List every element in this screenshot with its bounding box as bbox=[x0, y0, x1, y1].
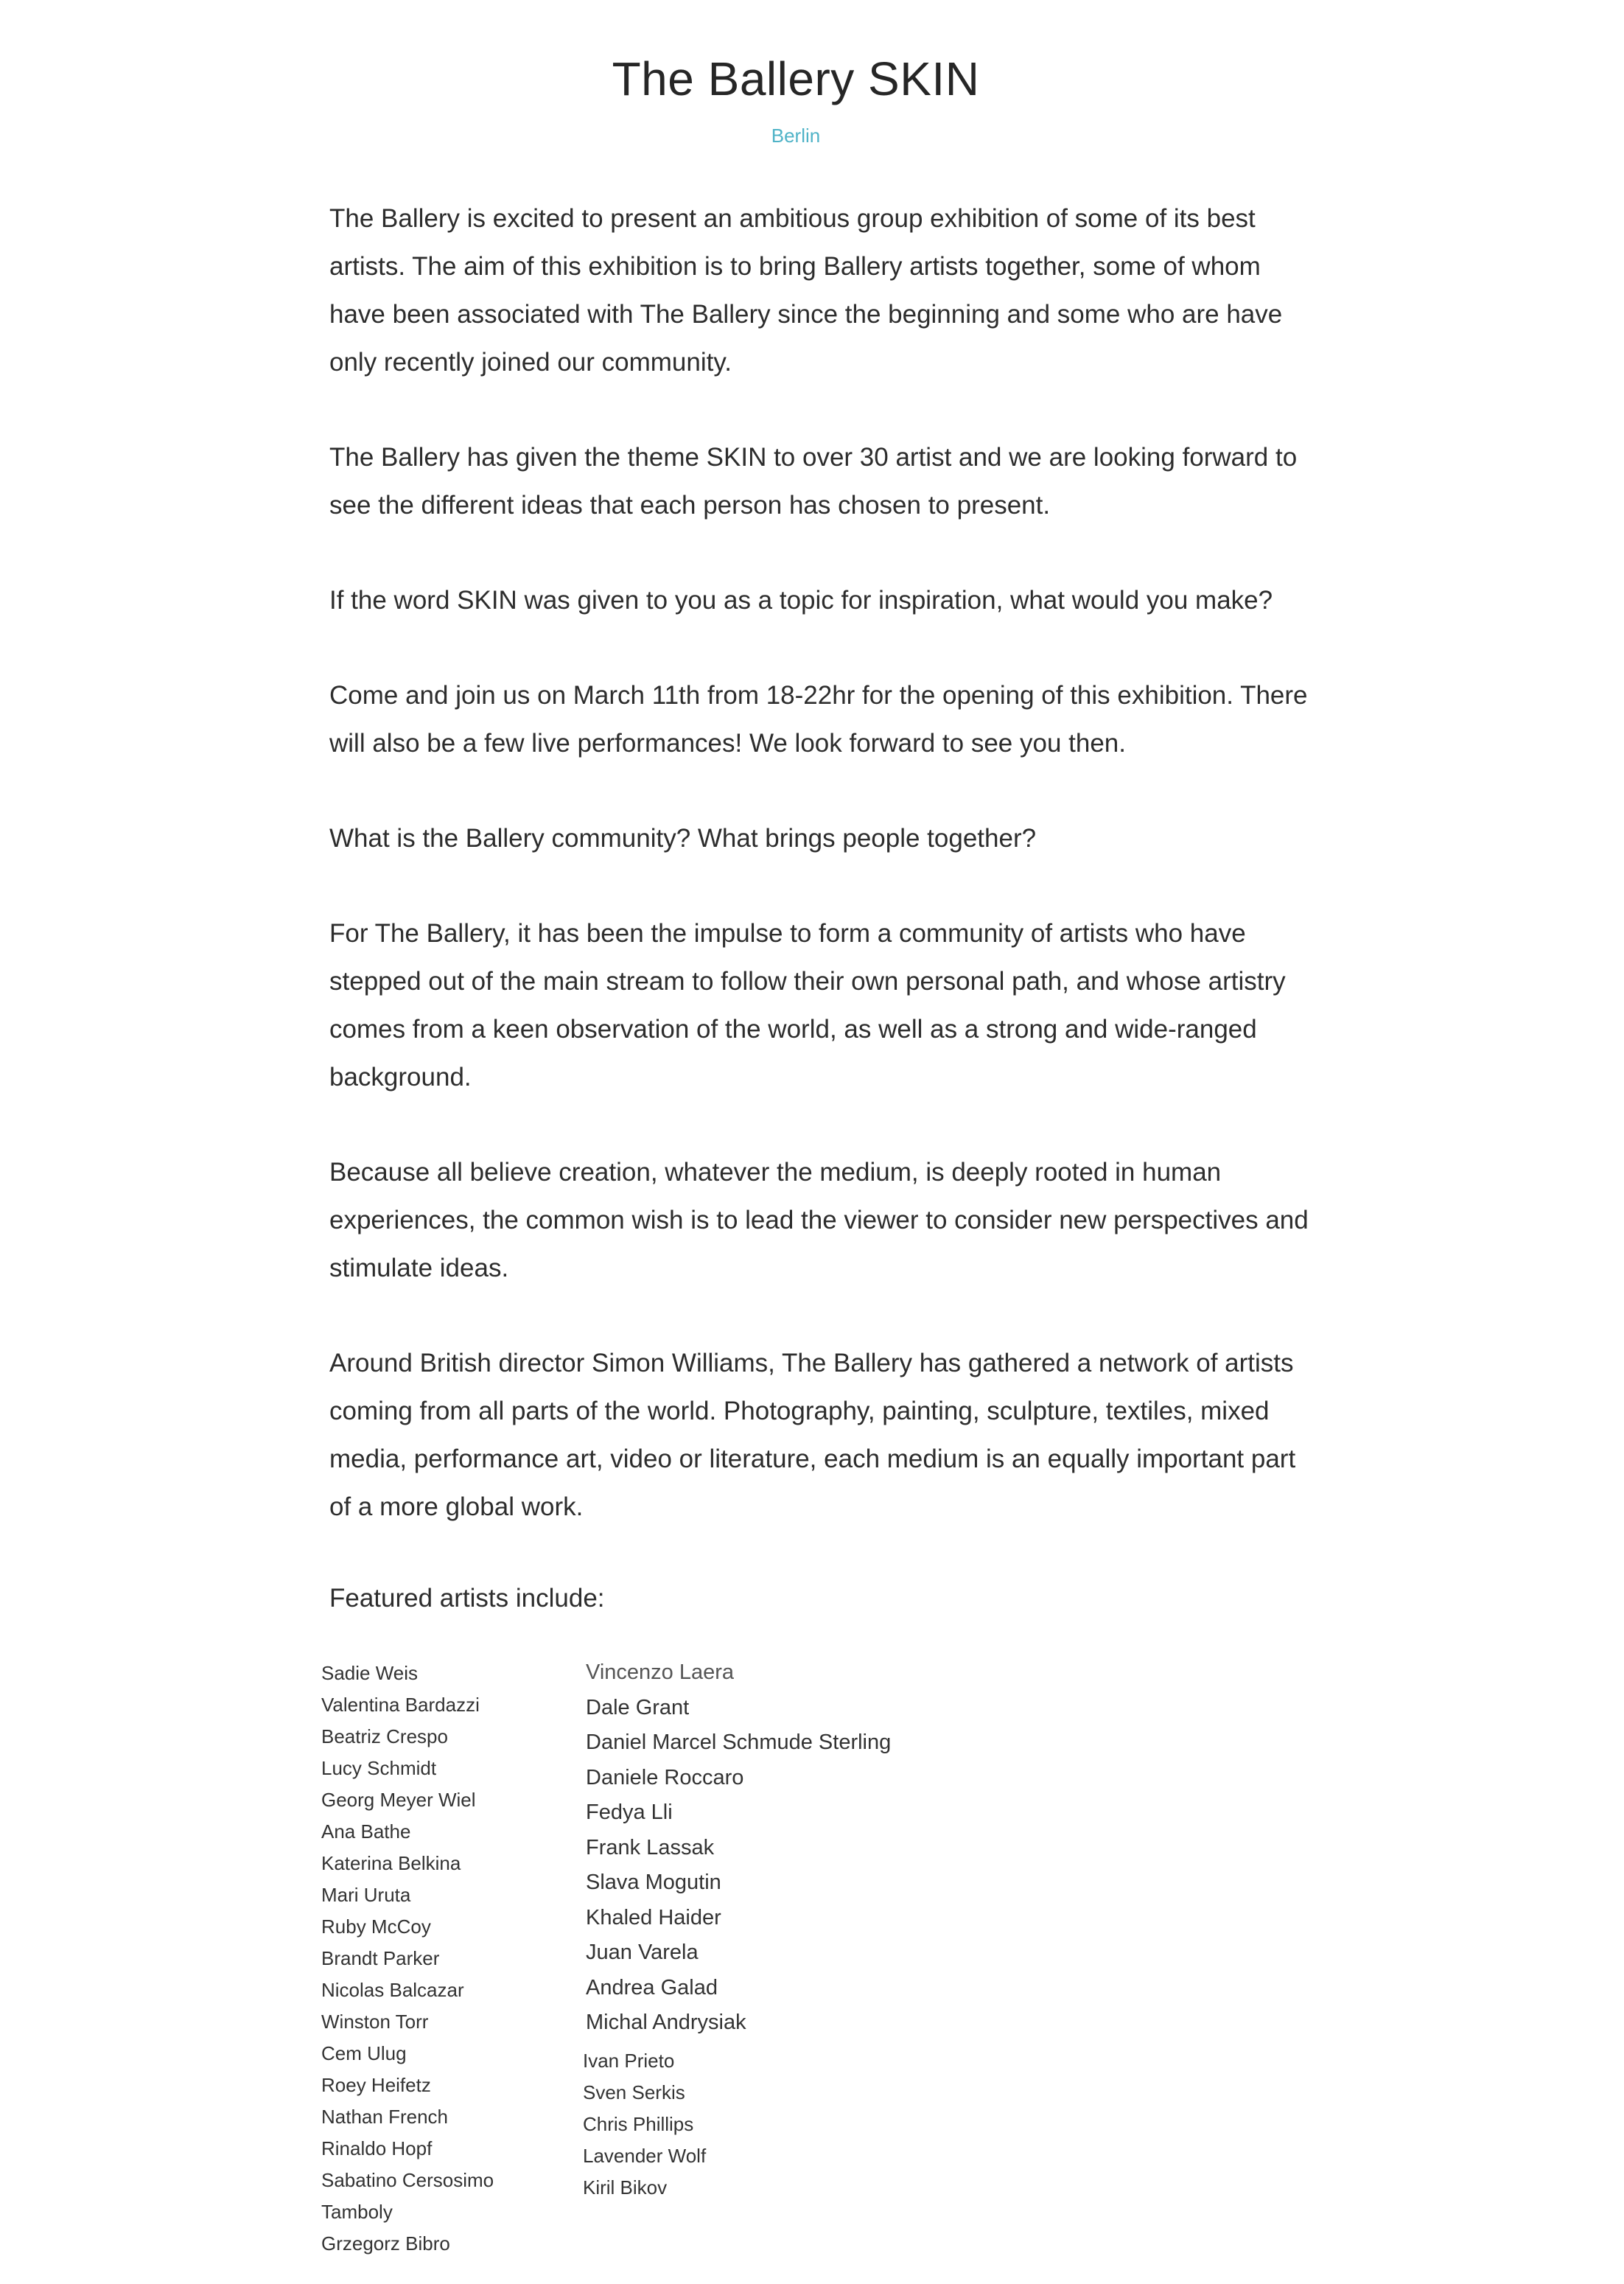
artist-name: Cem Ulug bbox=[321, 2042, 407, 2064]
artist-name: Brandt Parker bbox=[321, 1947, 440, 1969]
artist-name: Kiril Bikov bbox=[583, 2176, 668, 2199]
artist-name: Grzegorz Bibro bbox=[321, 2232, 450, 2255]
artist-name: Chris Phillips bbox=[583, 2113, 694, 2135]
paragraph-community: For The Ballery, it has been the impulse to form a community of artists who have stepped out of the main stream to follow their own personal path, and whose artistry comes from a keen observation of the world, as well as a strong and wide-ranged background. bbox=[329, 919, 1286, 1092]
artist-name: Georg Meyer Wiel bbox=[321, 1789, 476, 1811]
artist-name: Lavender Wolf bbox=[583, 2145, 707, 2167]
artist-name: Fedya Lli bbox=[586, 1801, 673, 1824]
artist-name: Dale Grant bbox=[586, 1695, 690, 1719]
artist-list-right-upper bbox=[586, 1655, 891, 2041]
paragraph-question: If the word SKIN was given to you as a topic for inspiration, what would you make? bbox=[329, 586, 1273, 615]
artist-name: Vincenzo Laera bbox=[586, 1660, 735, 1684]
artist-list-right-lower bbox=[583, 2045, 706, 2204]
artist-name: Sven Serkis bbox=[583, 2081, 685, 2103]
artist-name: Michal Andrysiak bbox=[586, 2011, 746, 2034]
artist-name: Katerina Belkina bbox=[321, 1852, 461, 1874]
artist-name: Frank Lassak bbox=[586, 1835, 715, 1859]
artist-name: Nathan French bbox=[321, 2106, 448, 2128]
artist-name: Winston Torr bbox=[321, 2011, 429, 2033]
artist-name: Daniel Marcel Schmude Sterling bbox=[586, 1731, 892, 1754]
page-title: The Ballery SKIN bbox=[612, 52, 980, 105]
paragraph-network: Around British director Simon Williams, The Ballery has gathered a network of artists coming from all parts of the world. Photography, painting, sculpture, textiles, mixed media, performance art, video or literature, each medium is an equally important part of a more global work. bbox=[329, 1349, 1296, 1521]
paragraph-intro: The Ballery is excited to present an ambitious group exhibition of some of its best artists. The aim of this exhibition is to bring Ballery artists together, some of whom have been associated with The Ballery since the beginning and some who are have only recently joined our community. bbox=[329, 204, 1283, 377]
paragraph-theme: The Ballery has given the theme SKIN to over 30 artist and we are looking forward to see the different ideas that each person has chosen to present. bbox=[329, 443, 1298, 520]
artist-name: Ana Bathe bbox=[321, 1820, 411, 1843]
artist-name: Rinaldo Hopf bbox=[321, 2137, 433, 2159]
paragraph-community-question: What is the Ballery community? What brings people together? bbox=[329, 824, 1037, 853]
artist-name: Daniele Roccaro bbox=[586, 1765, 744, 1789]
artist-name: Slava Mogutin bbox=[586, 1871, 721, 1894]
artist-name: Beatriz Crespo bbox=[321, 1725, 448, 1747]
paragraph-opening: Come and join us on March 11th from 18-22hr for the opening of this exhibition. There will also be a few live performances! We look forward to see you then. bbox=[329, 681, 1308, 758]
artist-name: Juan Varela bbox=[586, 1941, 699, 1964]
artist-name: Sadie Weis bbox=[321, 1662, 419, 1684]
artist-name: Ruby McCoy bbox=[321, 1915, 431, 1938]
exhibition-description bbox=[329, 195, 1317, 1578]
artist-list-left bbox=[321, 1658, 494, 2260]
location-label: Berlin bbox=[771, 125, 821, 147]
artist-name: Khaled Haider bbox=[586, 1905, 721, 1929]
artist-name: Roey Heifetz bbox=[321, 2074, 431, 2096]
featured-artists-heading: Featured artists include: bbox=[329, 1584, 605, 1613]
artist-name: Nicolas Balcazar bbox=[321, 1979, 464, 2001]
artist-name: Ivan Prieto bbox=[583, 2050, 675, 2072]
artist-name: Andrea Galad bbox=[586, 1975, 718, 2000]
artist-name: Valentina Bardazzi bbox=[321, 1694, 480, 1716]
artist-name: Mari Uruta bbox=[321, 1884, 411, 1906]
artist-name: Sabatino Cersosimo bbox=[321, 2169, 494, 2191]
artist-name: Lucy Schmidt bbox=[321, 1757, 437, 1779]
artist-name: Tamboly bbox=[321, 2201, 393, 2223]
paragraph-creation: Because all believe creation, whatever the medium, is deeply rooted in human experiences, the common wish is to lead the viewer to consider new perspectives and stimulate ideas. bbox=[329, 1158, 1309, 1282]
